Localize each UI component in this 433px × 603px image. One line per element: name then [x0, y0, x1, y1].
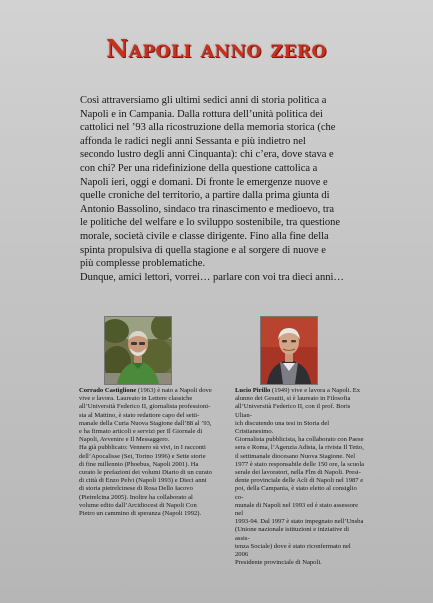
intro-line: quelle croniche del territorio, a partire dalla prima giunta di — [80, 190, 330, 202]
bio-line: di città di Enzo Pelvi (Napoli 1993) e Dieci anni — [79, 477, 207, 485]
book-title: Napoli anno zero — [106, 34, 327, 63]
author-photo-castiglione — [104, 316, 172, 385]
bio-line: sta al Mattino, è stato redattore capo del setti- — [79, 411, 200, 419]
intro-line: morale, società civile e classe dirigente. Fino alla fine della — [80, 230, 329, 242]
bio-line: volume edito dall’Arcidiocesi di Napoli Con — [79, 501, 197, 509]
bio-line: manale della Curia Nuova Stagione dall’88 al ’93, — [79, 419, 212, 427]
bio-line: alunno dei Gesuiti, si è laureato in Filosofia — [235, 395, 351, 403]
bio-line: Ha già pubblicato: Vennero sù vivi, in I racconti — [79, 444, 206, 452]
bio-line: di storia pietrelcinese di Rosa Dello Iacovo — [79, 485, 193, 493]
bio-line — [235, 387, 365, 395]
bio-line: ich discutendo una tesi in Storia del Cristianesimo. — [235, 419, 330, 436]
intro-line: cattolici nel ’93 alla ricostruzione della memoria storica (che — [80, 122, 336, 134]
bio-line: dente provinciale delle Acli di Napoli nel 1987 e — [235, 477, 364, 485]
bio-line: Presidente provinciale di Napoli. — [235, 559, 322, 567]
bio-line: il settimanale diocesano Nuova Stagione. Nel — [235, 452, 356, 460]
intro-line: spinta propulsiva di quella stagione e al sorgere di nuove e — [80, 244, 326, 256]
intro-line: Napoli ieri, oggi e domani. Di fronte le emergenze nuove e — [80, 176, 328, 188]
bio-line: curato le prefazioni dei volumi Diario di un curato — [79, 469, 212, 477]
intro-text — [80, 94, 358, 284]
bio-line: Napoli, Avvenire e Il Messaggero. — [79, 436, 170, 444]
bio-line: Pietro un cammino di speranza (Napoli 1992). — [79, 510, 202, 518]
bio-line: serale dei lavoratori, nella Flm di Napoli. Presi- — [235, 469, 361, 477]
bio-line — [79, 387, 217, 395]
bio-line: di fine millennio (Phoebus, Napoli 2001). Ha — [79, 460, 199, 468]
intro-line: affonda le radici negli anni Sessanta e più indietro nel — [80, 135, 306, 147]
bio-line: dell’Apocalisse (Sei, Torino 1996) e Sette storie — [79, 452, 206, 460]
bio-line: (Unione nazionale istituzioni e iniziative di assis- — [235, 526, 350, 542]
intro-line: con chi? Per una ridefinizione della questione cattolica a — [80, 162, 318, 174]
bio-line: Giornalista pubblicista, ha collaborato con Paese — [235, 436, 364, 444]
bio-line: tenza Sociale) dove è stato riconfermato nel 2006 — [235, 542, 351, 559]
bio-line: munale di Napoli nel 1993 ed è stato assessore nel — [235, 501, 359, 518]
intro-line: Napoli e in Campania. Dalla rottura dell’unità politica dei — [80, 108, 323, 120]
intro-line: Antonio Bassolino, sindaco tra rinascimento e medioevo, tra — [80, 203, 334, 215]
author-name: Lucio Pirillo — [235, 387, 271, 394]
bio-line: (Pietrelcina 2005). Inoltre ha collaborato al — [79, 493, 193, 501]
bio-text: (1949) vive e lavora a Napoli. Ex — [272, 387, 361, 394]
bio-line: poi, della Campania, è stato eletto al consiglio co- — [235, 485, 357, 501]
portrait-castiglione — [105, 317, 171, 384]
bio-line: all’Università Federico II, giornalista professioni- — [79, 403, 211, 411]
intro-line: più complesse problematiche. — [80, 258, 206, 270]
bio-line: 1993-94. Dal 1997 è stato impegnato nell’Unsba — [235, 518, 364, 526]
bio-line: sera e Roma, l’Agenzia Adista, la rivista Il Tetto, — [235, 444, 364, 452]
intro-line: Così attraversiamo gli ultimi sedici anni di storia politica a — [80, 95, 327, 106]
portrait-pirillo — [261, 317, 317, 384]
author-bio-castiglione — [79, 387, 217, 518]
bio-text: (1963) è nato a Napoli dove — [137, 387, 212, 394]
bio-line: e ha firmato articoli e servizi per Il Giornale di — [79, 428, 203, 436]
intro-line: le politiche del welfare e lo sviluppo sostenibile, tra questione — [80, 217, 341, 229]
bio-line: 1977 è stato responsabile delle 150 ore, la scuola — [235, 460, 365, 468]
author-name: Corrado Castiglione — [79, 387, 137, 394]
author-bio-pirillo — [235, 387, 365, 567]
author-photo-pirillo — [260, 316, 318, 385]
intro-line: Dunque, amici lettori, vorrei… parlare con voi tra dieci anni… — [80, 271, 344, 283]
bio-line: vive e lavora. Laureato in Lettere classiche — [79, 395, 193, 403]
intro-line: secondo lustro degli anni Cinquanta): chi c’era, dove stava e — [80, 149, 334, 161]
bio-line: all’Università Federico II, con il prof. Boris Ulian- — [235, 403, 351, 419]
